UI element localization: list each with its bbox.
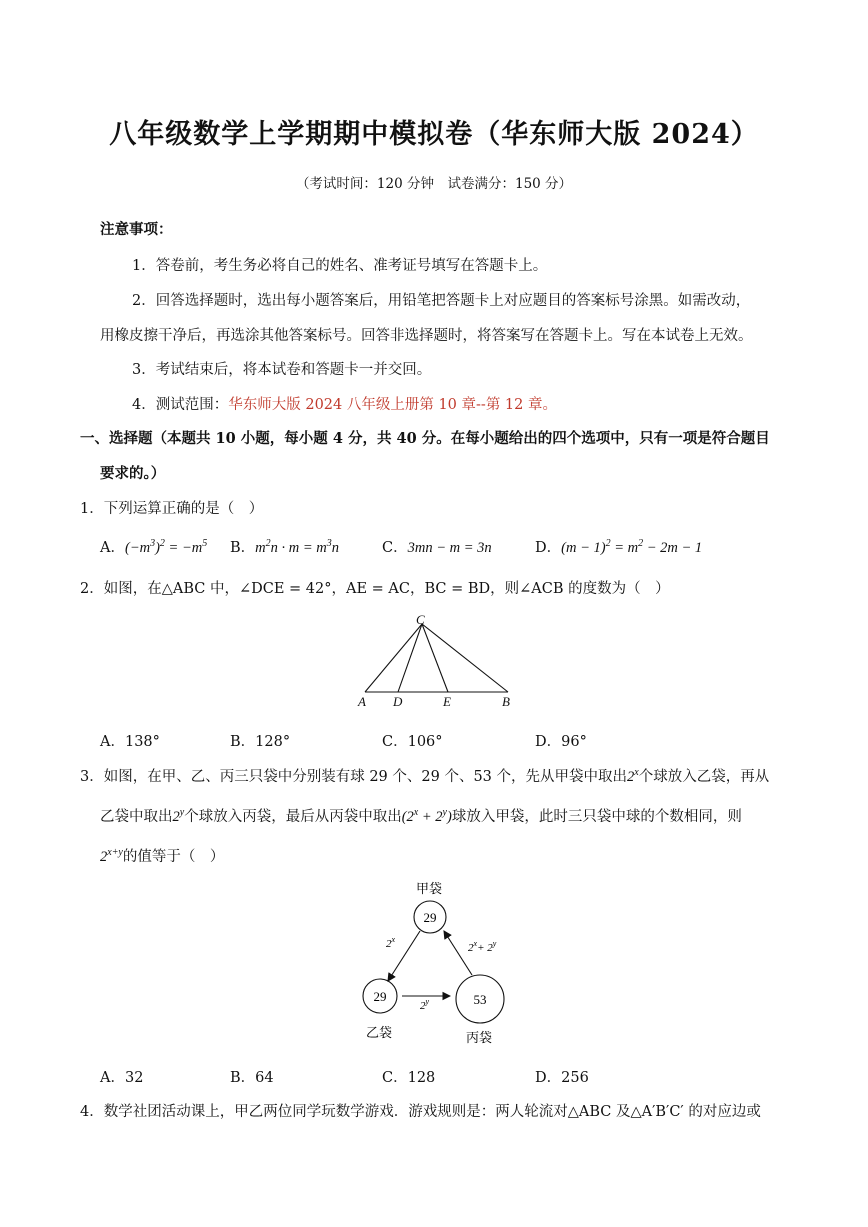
notice-item-2: 2．回答选择题时，选出每小题答案后，用铅笔把答题卡上对应题目的答案标号涂黑。如需改动， <box>132 293 751 309</box>
notice-item-3: 3．考试结束后，将本试卷和答题卡一并交回。 <box>132 362 432 378</box>
triangle-figure <box>350 612 520 712</box>
label-a: A <box>358 694 366 709</box>
notice-item-1: 1．答卷前，考生务必将自己的姓名、准考证号填写在答题卡上。 <box>132 258 548 274</box>
label-b: B <box>502 694 510 709</box>
q1-option-b: B．$m^2n \cdot m = m^3n$ <box>230 538 339 556</box>
notice-heading: 注意事项： <box>100 221 173 238</box>
segment-cd <box>398 624 422 692</box>
q3-line-2: 乙袋中取出2$^y$个球放入丙袋，最后从丙袋中取出$(2^x + 2^y)$球放入甲袋，此时三只袋中球的个数相同，则 <box>100 807 742 825</box>
q2-stem: 2．如图，在△ABC 中，∠DCE = 42°，AE = AC，BC = BD，则∠ACB 的度数为（ ） <box>80 581 670 597</box>
q1-option-d: D．$(m - 1)^2 = m^2 - 2m - 1$ <box>535 538 703 556</box>
bag-jia-count: 29 <box>423 910 437 925</box>
bag-bing-count: 53 <box>473 992 487 1007</box>
scope-value: 华东师大版 2024 八年级上册第 10 章--第 12 章。 <box>228 397 557 413</box>
notice-item-4 <box>132 393 557 414</box>
q3-option-b: B．64 <box>230 1070 274 1086</box>
q3-line-1: 3．如图，在甲、乙、丙三只袋中分别装有球 29 个、29 个、53 个，先从甲袋中取出2$^x$个球放入乙袋，再从 <box>80 767 770 785</box>
q1-option-a: A．$(-m^3)^2 = -m^5$ <box>100 538 208 556</box>
q3-option-c: C．128 <box>382 1070 436 1086</box>
q4-line-1: 4．数学社团活动课上，甲乙两位同学玩数学游戏．游戏规则是：两人轮流对△ABC 及△A′B′C′ 的对应边或 <box>80 1104 761 1120</box>
q3-option-d: D．256 <box>535 1070 589 1086</box>
exam-info: （考试时间：120 分钟 试卷满分：150 分） <box>295 176 573 192</box>
section-heading: 一、选择题（本题共 10 小题，每小题 4 分，共 40 分。在每小题给出的四个选项中，只有一项是符合题目 <box>80 430 770 447</box>
label-d: D <box>393 694 403 709</box>
q3-line-3: $2^{x+y}$的值等于（ ） <box>100 847 225 865</box>
section-heading-cont: 要求的。） <box>100 465 166 482</box>
q1-stem: 1．下列运算正确的是（ ） <box>80 501 264 517</box>
bag-bing-label: 丙袋 <box>466 1030 493 1045</box>
notice-item-2-cont: 用橡皮擦干净后，再选涂其他答案标号。回答非选择题时，将答案写在答题卡上。写在本试卷上无效。 <box>100 328 753 344</box>
bag-jia-label: 甲袋 <box>416 881 443 896</box>
arrow-label-2y: 2$^y$ <box>420 997 430 1012</box>
label-e: E <box>443 694 451 709</box>
bag-yi-label: 乙袋 <box>366 1025 393 1040</box>
label-c: C <box>416 612 425 627</box>
scope-label: 4．测试范围： <box>132 397 229 413</box>
q1-option-c: C．3mn − m = 3n <box>382 540 492 556</box>
page-title: 八年级数学上学期期中模拟卷（华东师大版 2024） <box>109 119 759 150</box>
q2-option-d: D．96° <box>535 734 587 750</box>
q2-option-a: A．138° <box>100 734 160 750</box>
arrow-label-2x: 2$^x$ <box>386 935 396 950</box>
q2-option-c: C．106° <box>382 734 443 750</box>
arrow-label-2x-plus-2y: $2^x+ 2^y$ <box>468 939 497 954</box>
bag-yi-count: 29 <box>373 989 387 1004</box>
q2-option-b: B．128° <box>230 734 291 750</box>
bags-figure <box>350 875 520 1050</box>
segment-ca <box>365 624 422 692</box>
q3-option-a: A．32 <box>100 1070 144 1086</box>
